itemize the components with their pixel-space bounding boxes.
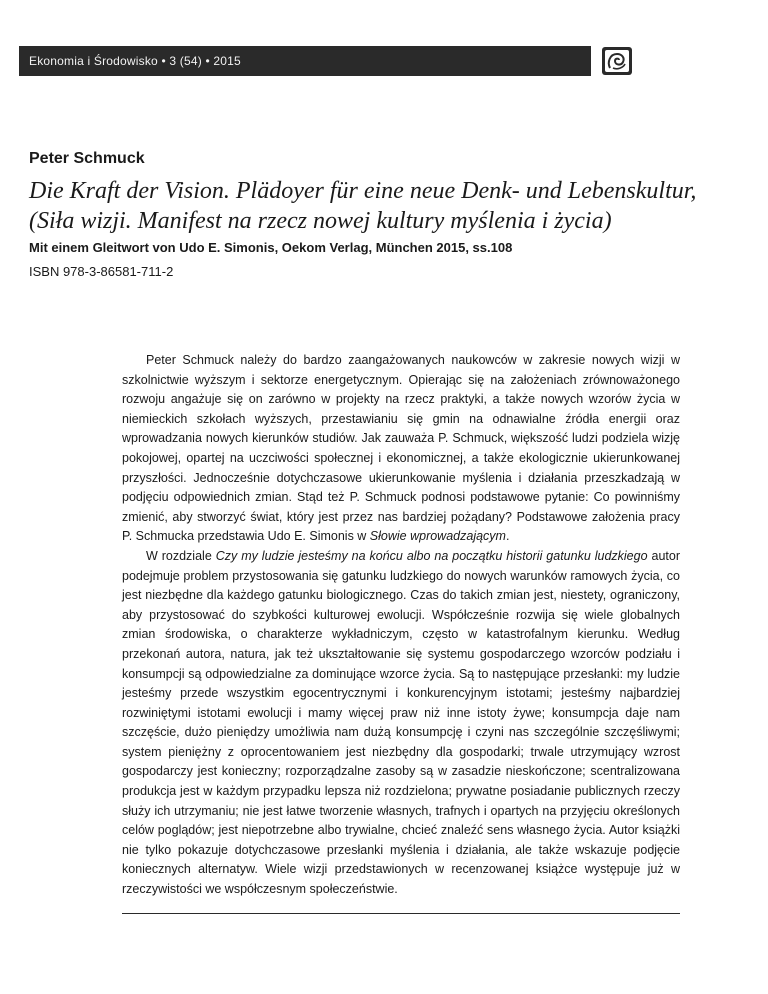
book-author: Peter Schmuck	[29, 150, 145, 167]
book-title	[29, 176, 729, 236]
review-body	[122, 351, 680, 900]
publisher-info: Mit einem Gleitwort von Udo E. Simonis, Oekom Verlag, München 2015, ss.108	[29, 240, 513, 255]
paragraph-1-text: Peter Schmuck należy do bardzo zaangażowanych naukowców w zakresie nowych wizji w szkolnictwie wyższym i sektorze energetycznym. Opierając się na założeniach zrównoważonego rozwoju angażuje się on zarówno w projekty na rzecz praktyki, a także nowych wzorów życia w niemieckich szkołach wyższych, przestawianiu się gmin na odnawialne źródła energii oraz wprowadzania nowych kierunków studiów. Jak zauważa P. Schmuck, większość ludzi podziela wizję pokojowej, opartej na uczciwości społecznej i ekonomicznej, a także ekologicznie ukierunkowanej przyszłości. Jednocześnie dotychczasowe ukierunkowanie myślenia i działania przeszkadzają w podjęciu odpowiednich zmian. Stąd też P. Schmuck podnosi podstawowe pytanie: Co powinniśmy zmienić, aby stworzyć świat, który jest przez nas bardziej pożądany? Podstawowe założenia pracy P. Schmucka przedstawia Udo E. Simonis w	[122, 353, 680, 544]
paragraph-1	[122, 351, 680, 547]
running-header	[19, 46, 591, 76]
running-header-text: Ekonomia i Środowisko • 3 (54) • 2015	[29, 54, 241, 68]
paragraph-2-text: autor podejmuje problem przystosowania się gatunku ludzkiego do nowych warunków ramowych życia, co jest niezbędne dla każdego gatunku biologicznego. Czas do takich zmian jest, niestety, ograniczony, aby przystosować do szybkości kulturowej ewolucji. Współcześnie rozwija się wiele globalnych zmian środowiska, o charakterze wykładniczym, często w katastrofalnym kierunku. Według przekonań autora, natura, jak też ukształtowanie się systemu gospodarczego wzorców podziału i konsumpcji są odpowiedzialne za dominujące wzorce życia. Są to następujące przesłanki: my ludzie jesteśmy przede wszystkim egocentrycznymi i konkurencyjnym istotami; jesteśmy najbardziej rozwiniętymi istotami ewolucji i mamy więcej praw niż inne istoty żywe; konsumpcja daje nam szczęście, dużo pieniędzy umożliwia nam dużą konsumpcję i czyni nas szczególnie szczęśliwymi; system pieniężny z oprocentowaniem jest niezbędny dla gospodarki; trwale utrzymujący wzrost gospodarczy jest konieczny; rozporządzalne zasoby są w zasadzie nieskończone; scentralizowana produkcja jest w każdym przypadku lepsza niż rozdzielona; prywatne posiadanie publicznych rzeczy służy ich utrzymaniu; nie jest łatwe tworzenie własnych, trafnych i opartych na przyjęciu określonych celów poglądów; jest niepotrzebne albo trywialne, chcieć znaleźć sens własnego życia. Autor książki nie tylko pokazuje dotychczasowe przesłanki myślenia i działania, ale także wskazuje podjęcie koniecznych alternatyw. Wiele wizji przedstawionych w recenzowanej książce występuje już w rzeczywistości we współczesnym społeczeństwie.	[122, 548, 680, 897]
paragraph-2-italic: Czy my ludzie jesteśmy na końcu albo na początku historii gatunku ludzkiego	[215, 548, 648, 563]
paragraph-1-end: .	[505, 529, 510, 544]
book-title-line-1: Die Kraft der Vision. Plädoyer für eine neue Denk- und Lebenskultur,	[29, 178, 697, 204]
journal-logo-icon	[601, 46, 633, 76]
paragraph-1-italic: Słowie wprowadzającym	[369, 529, 506, 544]
paragraph-2-start: W rozdziale	[146, 548, 216, 563]
paragraph-2	[122, 547, 680, 900]
book-title-line-2: (Siła wizji. Manifest na rzecz nowej kultury myślenia i życia)	[29, 208, 612, 234]
footer-divider	[122, 913, 680, 914]
isbn: ISBN 978-3-86581-711-2	[29, 264, 174, 279]
